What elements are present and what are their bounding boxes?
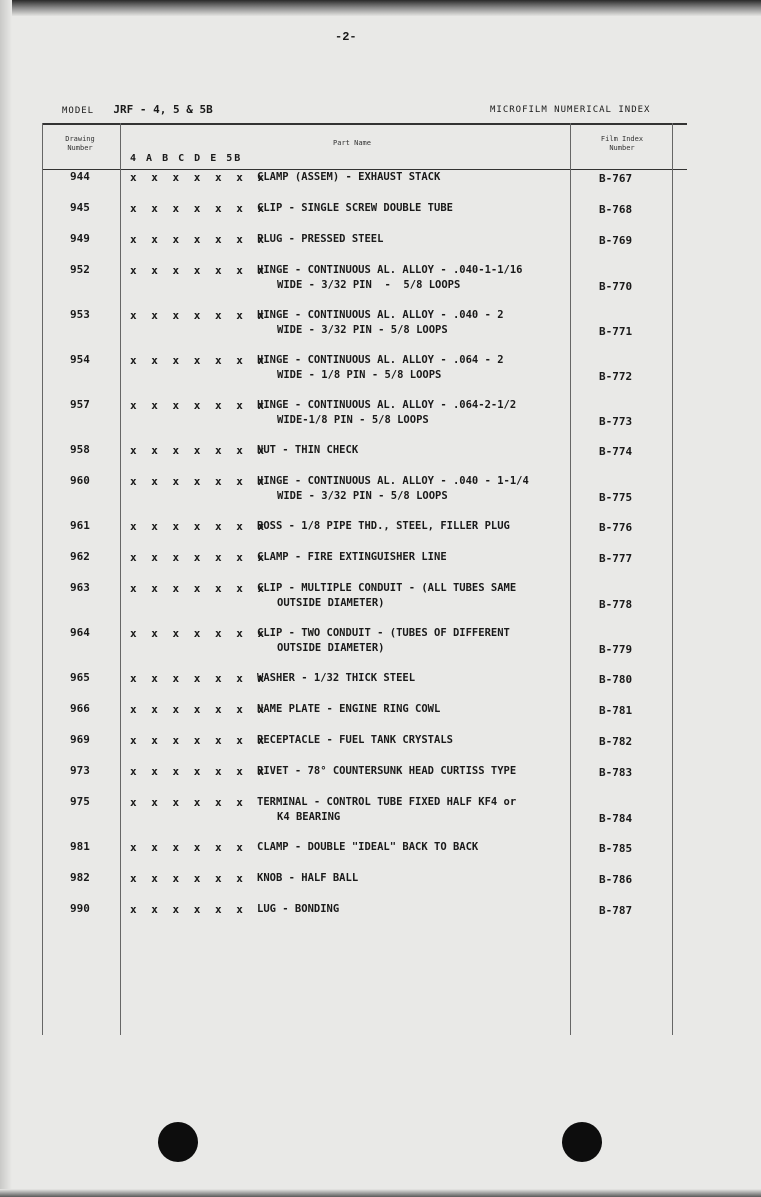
- part-name: [257, 764, 516, 779]
- part-name-line: NAME PLATE - ENGINE RING COWL: [257, 703, 441, 715]
- applicability-marks: x x x x x x x: [130, 399, 269, 412]
- part-name: [257, 840, 478, 855]
- part-name-line: K4 BEARING: [277, 811, 341, 823]
- part-name-line: HINGE - CONTINUOUS AL. ALLOY - .064 - 2: [257, 354, 504, 366]
- film-edge-bottom: [0, 1189, 761, 1197]
- drawing-number: 945: [70, 201, 90, 214]
- part-name: [257, 232, 383, 247]
- applicability-marks: x x x x x x x: [130, 627, 269, 640]
- part-name-line: WIDE - 1/8 PIN - 5/8 LOOPS: [277, 369, 442, 381]
- film-index-number: B-769: [599, 234, 633, 247]
- film-edge-left: [0, 0, 12, 1197]
- part-name-line: HINGE - CONTINUOUS AL. ALLOY - .040 - 1-1/4: [257, 475, 529, 487]
- part-name-line: WIDE - 3/32 PIN - 5/8 LOOPS: [277, 490, 448, 502]
- applicability-marks: x x x x x x x: [130, 444, 269, 457]
- part-name: [257, 443, 358, 458]
- film-index-number: B-773: [599, 415, 633, 428]
- part-name-line: RECEPTACLE - FUEL TANK CRYSTALS: [257, 734, 453, 746]
- model-value: JRF - 4, 5 & 5B: [113, 103, 213, 116]
- part-name: [257, 398, 516, 428]
- drawing-number: 944: [70, 170, 90, 183]
- drawing-number: 975: [70, 795, 90, 808]
- drawing-number: 958: [70, 443, 90, 456]
- part-name-line: CLIP - MULTIPLE CONDUIT - (ALL TUBES SAME: [257, 582, 517, 594]
- drawing-number: 965: [70, 671, 90, 684]
- part-name: [257, 733, 453, 748]
- applicability-marks: x x x x x x x: [130, 264, 269, 277]
- table-right-rule: [672, 123, 673, 1035]
- applicability-marks: x x x x x x x: [130, 309, 269, 322]
- film-index-number: B-776: [599, 521, 633, 534]
- film-index-number: B-781: [599, 704, 633, 717]
- table-top-rule: [42, 123, 687, 125]
- applicability-marks: x x x x x x: [130, 872, 247, 885]
- part-name: [257, 671, 415, 686]
- part-name: [257, 902, 339, 917]
- model-label: MODEL: [62, 106, 95, 116]
- drawing-number: 973: [70, 764, 90, 777]
- part-name: [257, 474, 529, 504]
- drawing-number: 952: [70, 263, 90, 276]
- drawing-number: 949: [70, 232, 90, 245]
- film-index-number: B-780: [599, 673, 633, 686]
- film-index-number: B-771: [599, 325, 633, 338]
- applicability-marks: x x x x x x: [130, 903, 247, 916]
- applicability-marks: x x x x x x x: [130, 703, 269, 716]
- part-name-header: Part Name: [333, 139, 371, 147]
- drawing-number: 954: [70, 353, 90, 366]
- film-index-number: B-785: [599, 842, 633, 855]
- applicability-letters: 4 A B C D E 5B: [130, 153, 243, 164]
- part-name-line: OUTSIDE DIAMETER): [277, 642, 385, 654]
- part-name: [257, 871, 358, 886]
- part-name-line: CLAMP - DOUBLE "IDEAL" BACK TO BACK: [257, 841, 479, 853]
- part-name-line: HINGE - CONTINUOUS AL. ALLOY - .040 - 2: [257, 309, 504, 321]
- film-index-number: B-768: [599, 203, 633, 216]
- drawing-number: 960: [70, 474, 90, 487]
- film-index-number: B-770: [599, 280, 633, 293]
- drawing-number: 957: [70, 398, 90, 411]
- part-name-line: OUTSIDE DIAMETER): [277, 597, 385, 609]
- applicability-marks: x x x x x x x: [130, 734, 269, 747]
- table-left-rule: [42, 123, 43, 1035]
- drawing-number: 969: [70, 733, 90, 746]
- part-name-line: HINGE - CONTINUOUS AL. ALLOY - .040-1-1/16: [257, 264, 523, 276]
- film-index-header: Film Index Number: [600, 135, 644, 152]
- film-index-number: B-777: [599, 552, 633, 565]
- part-name: [257, 263, 523, 293]
- film-index-number: B-782: [599, 735, 633, 748]
- applicability-marks: x x x x x x x: [130, 233, 269, 246]
- column-rule-drawing: [120, 123, 121, 1035]
- applicability-marks: x x x x x x x: [130, 582, 269, 595]
- column-rule-film: [570, 123, 571, 1035]
- drawing-number: 981: [70, 840, 90, 853]
- part-name-line: KNOB - HALF BALL: [257, 872, 359, 884]
- part-name: [257, 308, 504, 338]
- part-name-line: TERMINAL - CONTROL TUBE FIXED HALF KF4 or: [257, 796, 517, 808]
- part-name: [257, 550, 447, 565]
- part-name-line: CLIP - SINGLE SCREW DOUBLE TUBE: [257, 202, 453, 214]
- part-name-line: NUT - THIN CHECK: [257, 444, 359, 456]
- applicability-marks: x x x x x x x: [130, 551, 269, 564]
- part-name-line: LUG - BONDING: [257, 903, 340, 915]
- model-header: [62, 103, 213, 116]
- applicability-marks: x x x x x x x: [130, 202, 269, 215]
- part-name-line: CLAMP - FIRE EXTINGUISHER LINE: [257, 551, 447, 563]
- applicability-marks: x x x x x x: [130, 841, 247, 854]
- part-name-line: HINGE - CONTINUOUS AL. ALLOY - .064-2-1/2: [257, 399, 517, 411]
- applicability-marks: x x x x x x: [130, 796, 247, 809]
- part-name-line: CLIP - TWO CONDUIT - (TUBES OF DIFFERENT: [257, 627, 510, 639]
- film-index-number: B-767: [599, 172, 633, 185]
- film-index-number: B-783: [599, 766, 633, 779]
- part-name-line: BOSS - 1/8 PIPE THD., STEEL, FILLER PLUG: [257, 520, 510, 532]
- drawing-number: 964: [70, 626, 90, 639]
- part-name: [257, 201, 453, 216]
- drawing-number: 962: [70, 550, 90, 563]
- parts-index-table: [42, 123, 687, 1035]
- part-name: [257, 519, 510, 534]
- page-number: -2-: [335, 30, 357, 44]
- applicability-marks: x x x x x x x: [130, 672, 269, 685]
- part-name-line: WIDE - 3/32 PIN - 5/8 LOOPS: [277, 279, 461, 291]
- drawing-number-header: Drawing Number: [65, 135, 95, 152]
- part-name: [257, 353, 504, 383]
- film-index-number: B-786: [599, 873, 633, 886]
- part-name: [257, 581, 516, 611]
- index-title: MICROFILM NUMERICAL INDEX: [490, 105, 651, 115]
- part-name-line: WASHER - 1/32 THICK STEEL: [257, 672, 416, 684]
- film-index-number: B-787: [599, 904, 633, 917]
- applicability-marks: x x x x x x x: [130, 171, 269, 184]
- punch-hole-left: [158, 1122, 198, 1162]
- film-index-number: B-779: [599, 643, 633, 656]
- applicability-marks: x x x x x x x: [130, 475, 269, 488]
- punch-hole-right: [562, 1122, 602, 1162]
- drawing-number: 953: [70, 308, 90, 321]
- part-name-line: PLUG - PRESSED STEEL: [257, 233, 384, 245]
- part-name: [257, 626, 510, 656]
- film-edge-top: [0, 0, 761, 16]
- film-index-number: B-772: [599, 370, 633, 383]
- film-index-number: B-784: [599, 812, 633, 825]
- film-index-number: B-775: [599, 491, 633, 504]
- film-index-number: B-774: [599, 445, 633, 458]
- drawing-number: 982: [70, 871, 90, 884]
- part-name: [257, 702, 440, 717]
- part-name-line: WIDE-1/8 PIN - 5/8 LOOPS: [277, 414, 429, 426]
- part-name-line: CLAMP (ASSEM) - EXHAUST STACK: [257, 171, 441, 183]
- film-index-number: B-778: [599, 598, 633, 611]
- drawing-number: 990: [70, 902, 90, 915]
- applicability-marks: x x x x x x x: [130, 765, 269, 778]
- applicability-marks: x x x x x x x: [130, 354, 269, 367]
- applicability-marks: x x x x x x x: [130, 520, 269, 533]
- part-name-line: WIDE - 3/32 PIN - 5/8 LOOPS: [277, 324, 448, 336]
- drawing-number: 966: [70, 702, 90, 715]
- part-name-line: RIVET - 78° COUNTERSUNK HEAD CURTISS TYPE: [257, 765, 517, 777]
- drawing-number: 963: [70, 581, 90, 594]
- drawing-number: 961: [70, 519, 90, 532]
- part-name: [257, 170, 440, 185]
- part-name: [257, 795, 516, 825]
